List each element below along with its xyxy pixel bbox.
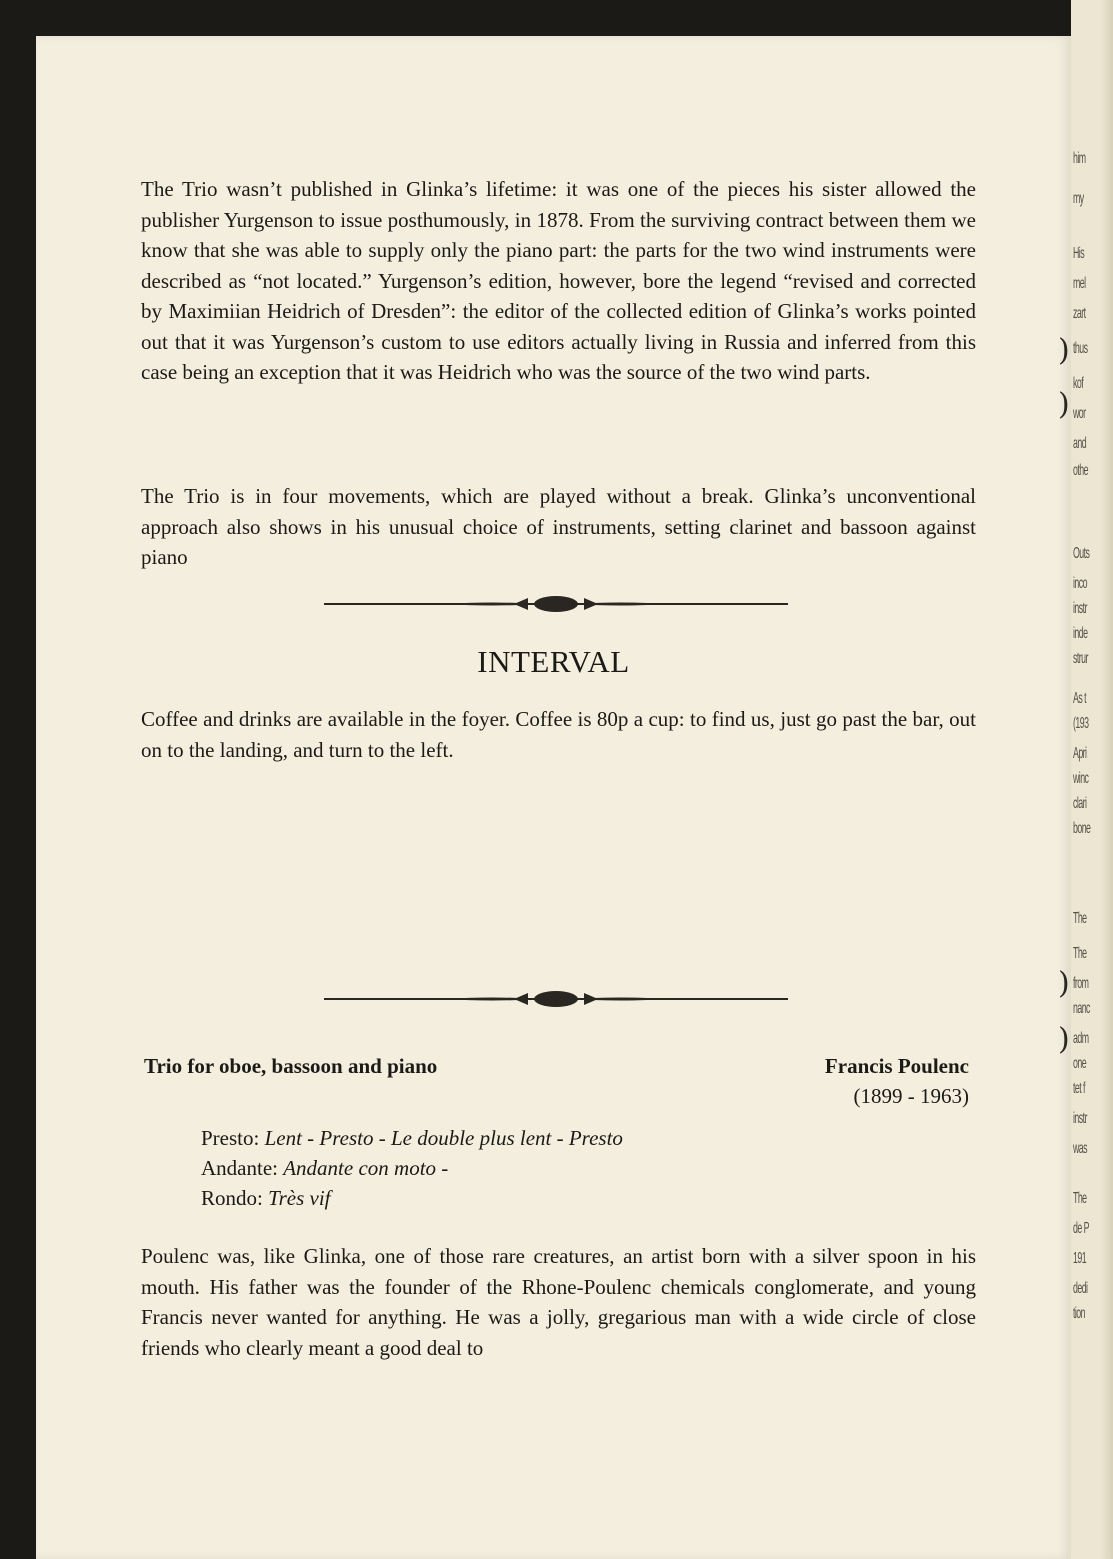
program-page xyxy=(36,36,1071,1559)
next-page-fragment: 191 xyxy=(1073,1250,1087,1267)
next-page-fragment: strur xyxy=(1073,650,1088,667)
movement-item xyxy=(201,1156,448,1181)
margin-bracket: ) xyxy=(1058,387,1070,422)
next-page-fragment: The xyxy=(1073,1190,1087,1207)
next-page-fragment: Apri xyxy=(1073,745,1087,762)
composer-name: Francis Poulenc xyxy=(824,1054,969,1078)
next-page-fragment: one xyxy=(1073,1055,1087,1072)
next-page-fragment: instr xyxy=(1073,1110,1087,1127)
movement-markings: Lent - Presto - Le double plus lent - Presto xyxy=(264,1126,623,1150)
next-page-fragment: him xyxy=(1073,150,1086,167)
interval-heading: INTERVAL xyxy=(477,644,630,679)
next-page-fragment: clari xyxy=(1073,795,1087,812)
composer-dates: (1899 - 1963) xyxy=(853,1084,969,1108)
next-page-fragment: my xyxy=(1073,190,1084,207)
movement-tempo: Rondo: xyxy=(201,1186,263,1210)
interval-text: Coffee and drinks are available in the foyer. Coffee is 80p a cup: to find us, just go past the bar, out on to the landing, and turn to the left. xyxy=(141,707,976,762)
poulenc-paragraph: Poulenc was, like Glinka, one of those rare creatures, an artist born with a silver spoon in his mouth. His father was the founder of the Rhone-Poulenc chemicals conglomerate, and young Francis never wanted for anything. He was a jolly, gregarious man with a wide circle of close friends who clearly meant a good deal to xyxy=(141,1244,976,1360)
piece-title: Trio for oboe, bassoon and piano xyxy=(144,1054,438,1078)
next-page-fragment: was xyxy=(1073,1140,1087,1157)
margin-bracket: ) xyxy=(1058,1022,1070,1057)
next-page-fragment: As t xyxy=(1073,690,1086,707)
movement-markings: Andante con moto - xyxy=(283,1156,449,1180)
next-page-fragment: tion xyxy=(1073,1305,1085,1322)
movement-tempo: Presto: xyxy=(201,1126,260,1150)
ornament-divider-bottom xyxy=(324,987,788,1011)
margin-bracket: ) xyxy=(1058,966,1070,1001)
next-page-fragment: The xyxy=(1073,910,1087,927)
trio-movements-paragraph: The Trio is in four movements, which are played without a break. Glinka’s unconventional approach also shows in his unusual choice of instruments, setting clarinet and bassoon against piano xyxy=(141,484,976,569)
next-page-fragment: wor xyxy=(1073,405,1086,422)
next-page-fragment: zart xyxy=(1073,305,1086,322)
next-page-fragment: othe xyxy=(1073,462,1088,479)
next-page-fragment: winc xyxy=(1073,770,1089,787)
next-page-fragment: (193 xyxy=(1073,715,1089,732)
next-page-fragment: instr xyxy=(1073,600,1087,617)
next-page-fragment: adm xyxy=(1073,1030,1089,1047)
next-page-fragment: inde xyxy=(1073,625,1088,642)
next-page-edge xyxy=(1071,0,1113,1559)
next-page-fragment: from xyxy=(1073,975,1089,992)
next-page-fragment: nanc xyxy=(1073,1000,1090,1017)
next-page-fragment: bone xyxy=(1073,820,1091,837)
next-page-fragment: inco xyxy=(1073,575,1087,592)
trio-publication-paragraph: The Trio wasn’t published in Glinka’s lifetime: it was one of the pieces his sister allowed the publisher Yurgenson to issue posthumously, in 1878. From the surviving contract between them we know that she was able to supply only the piano part: the parts for the two wind instruments were described as “not located.” Yurgenson’s edition, however, bore the legend “revised and corrected by Maximiian Heidrich of Dresden”: the editor of the collected edition of Glinka’s works pointed out that it was Yurgenson’s custom to use editors actually living in Russia and inferred from this case being an exception that it was Heidrich who was the source of the two wind parts. xyxy=(141,177,976,384)
next-page-fragment: His xyxy=(1073,245,1085,262)
margin-bracket: ) xyxy=(1058,333,1070,368)
next-page-fragment: mel xyxy=(1073,275,1086,292)
next-page-fragment: dedi xyxy=(1073,1280,1088,1297)
next-page-fragment: de P xyxy=(1073,1220,1089,1237)
next-page-fragment: and xyxy=(1073,435,1087,452)
next-page-fragment: The xyxy=(1073,945,1087,962)
next-page-fragment: Outs xyxy=(1073,545,1090,562)
movement-markings: Très vif xyxy=(268,1186,331,1210)
ornament-divider-top xyxy=(324,592,788,616)
movement-item xyxy=(201,1186,331,1211)
next-page-fragment: thus xyxy=(1073,340,1088,357)
movement-tempo: Andante: xyxy=(201,1156,278,1180)
next-page-fragment: tet f xyxy=(1073,1080,1085,1097)
next-page-fragment: kof xyxy=(1073,375,1084,392)
movement-item xyxy=(201,1126,623,1151)
